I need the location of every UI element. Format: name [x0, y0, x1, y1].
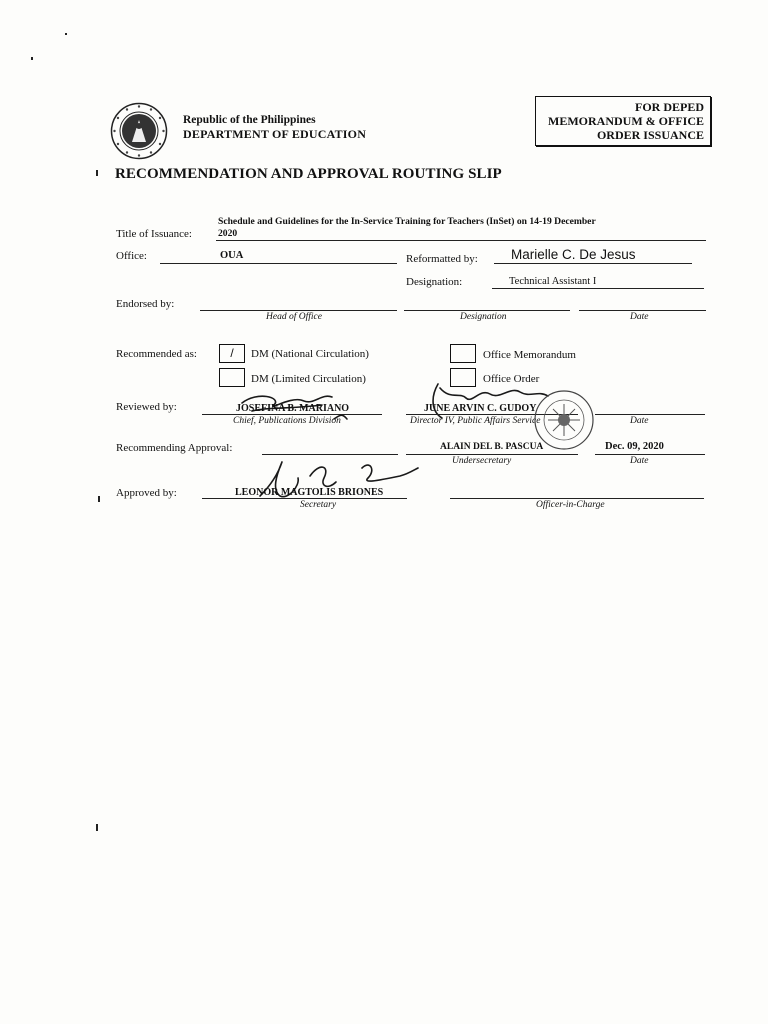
approver-title: Secretary [300, 500, 337, 510]
reviewer2-name: JUNE ARVIN C. GUDOY [424, 403, 537, 414]
deped-seal-icon [110, 102, 168, 160]
reviewer2-title: Director IV, Public Affairs Service [410, 416, 541, 426]
checkbox-office-memorandum[interactable] [450, 344, 476, 363]
title-underline [216, 240, 706, 241]
approver-name: LEONOR MAGTOLIS BRIONES [235, 487, 384, 498]
reviewer1-title: Chief, Publications Division [233, 416, 341, 426]
recommending-label: Recommending Approval: [116, 442, 233, 454]
scan-speck [98, 496, 100, 502]
option-office-memorandum: Office Memorandum [483, 349, 576, 361]
date-caption: Date [630, 312, 649, 322]
page-title: RECOMMENDATION AND APPROVAL ROUTING SLIP [115, 166, 502, 182]
reviewed-date-underline [595, 414, 705, 415]
recommending-name: ALAIN DEL B. PASCUA [440, 442, 544, 452]
checkbox-dm-national[interactable]: / [219, 344, 245, 363]
option-dm-national: DM (National Circulation) [251, 348, 369, 360]
reformatted-underline [494, 263, 692, 264]
title-of-issuance-line1: Schedule and Guidelines for the In-Service Training for Teachers (InSet) on 14-19 December [218, 216, 596, 227]
department-text: DEPARTMENT OF EDUCATION [183, 127, 367, 141]
designation-caption: Designation [460, 312, 507, 322]
reviewer1-name: JOSEFINA B. MARIANO [236, 403, 350, 414]
approver-underline [202, 498, 407, 499]
head-of-office-caption: Head of Office [266, 312, 322, 322]
endorsed-line-date [579, 310, 706, 311]
scan-speck [65, 33, 67, 35]
recommending-date: Dec. 09, 2020 [605, 441, 664, 452]
oic-underline [450, 498, 704, 499]
reviewed-date-caption: Date [630, 416, 649, 426]
reviewed-label: Reviewed by: [116, 401, 177, 413]
title-of-issuance-label: Title of Issuance: [116, 228, 192, 240]
recommended-label: Recommended as: [116, 348, 197, 360]
republic-text: Republic of the Philippines [183, 114, 316, 126]
box-line-2: MEMORANDUM & OFFICE [548, 114, 704, 128]
recommending-title: Undersecretary [452, 456, 512, 466]
designation-underline [492, 288, 704, 289]
oic-caption: Officer-in-Charge [536, 500, 605, 510]
recommending-date-caption: Date [630, 456, 649, 466]
designation-label: Designation: [406, 276, 463, 288]
endorsed-label: Endorsed by: [116, 298, 175, 310]
option-dm-limited: DM (Limited Circulation) [251, 373, 366, 385]
box-line-1: FOR DEPED [635, 100, 704, 114]
reviewer1-underline [202, 414, 382, 415]
reformatted-value: Marielle C. De Jesus [511, 247, 636, 262]
scan-speck [31, 57, 33, 60]
recommending-date-underline [595, 454, 705, 455]
title-of-issuance-line2: 2020 [218, 228, 238, 239]
scan-speck [96, 824, 98, 831]
endorsed-line-designation [404, 310, 570, 311]
recommending-blank-line [262, 454, 398, 455]
office-value: OUA [220, 250, 244, 261]
reformatted-label: Reformatted by: [406, 253, 478, 265]
option-office-order: Office Order [483, 373, 540, 385]
designation-value: Technical Assistant I [509, 276, 597, 287]
box-line-3: ORDER ISSUANCE [596, 128, 704, 142]
approved-label: Approved by: [116, 487, 177, 499]
office-label: Office: [116, 250, 147, 262]
office-underline [160, 263, 397, 264]
issuance-type-box [535, 96, 711, 146]
recommending-underline [406, 454, 578, 455]
scan-speck [96, 170, 98, 176]
endorsed-line-head [200, 310, 397, 311]
